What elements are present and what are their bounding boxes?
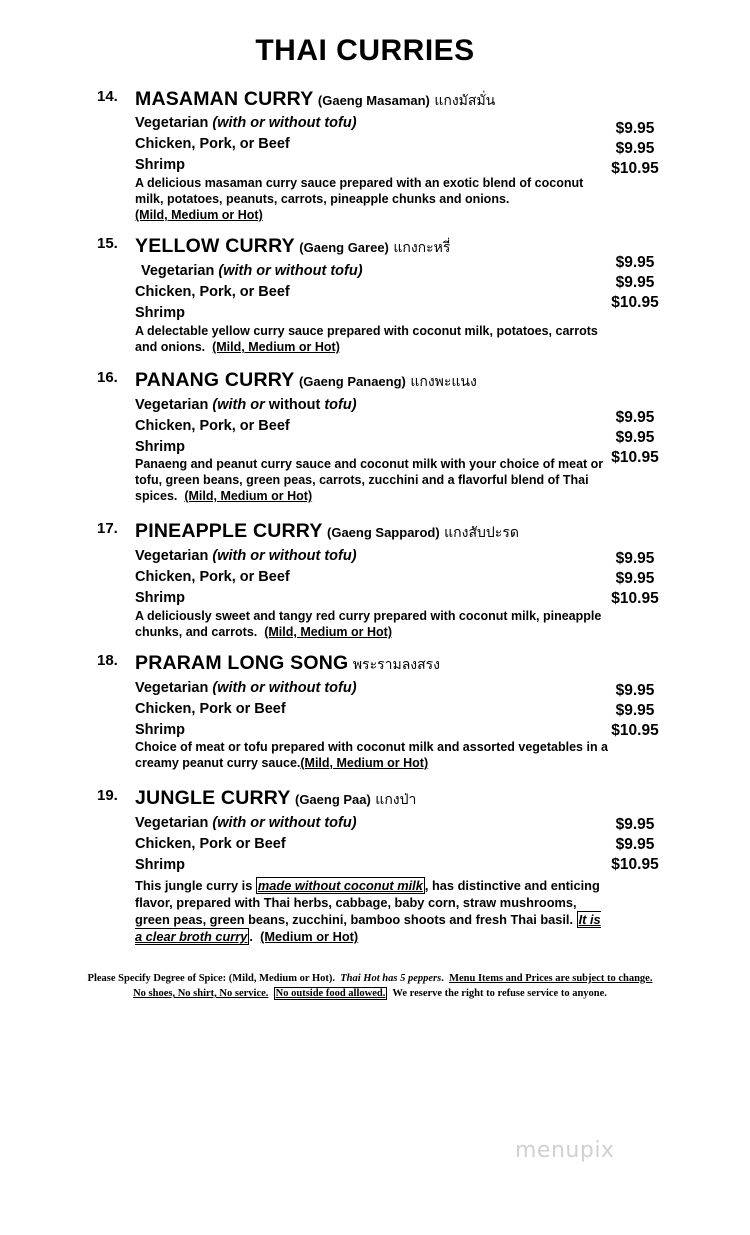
option-meat: Chicken, Pork, or Beef — [135, 418, 290, 434]
item-number: 14. — [97, 88, 118, 105]
item-number: 19. — [97, 787, 118, 804]
item-description: This jungle curry is made without coconut milk , has distinctive and enticing flavor, prepared with Thai herbs, cabbage, baby corn, straw mushrooms, green peas, green beans, zucchini, bamboo shoots and fresh Thai basil. It is a clear broth curry . (Medium or Hot) — [135, 878, 601, 944]
item-name-alt: (Gaeng Sapparod) — [327, 525, 440, 540]
option-meat: Chicken, Pork, or Beef — [135, 136, 290, 152]
option-shrimp: Shrimp — [135, 157, 185, 173]
option-vegetarian: Vegetarian (with or without tofu) — [141, 263, 363, 279]
item-name-thai: แกงมัสมั่น — [434, 93, 496, 109]
spice-options: (Medium or Hot) — [260, 929, 359, 944]
item-name-main: MASAMAN CURRY — [135, 88, 314, 110]
price-vegetarian: $9.95 — [615, 254, 655, 271]
item-name-thai: แกงพะแนง — [410, 374, 477, 390]
price-meat: $9.95 — [615, 429, 655, 446]
highlight-clear-broth: It is a clear broth curry — [135, 912, 601, 944]
item-name-thai: แกงสับปะรด — [444, 525, 519, 541]
item-description: A delicious masaman curry sauce prepared with an exotic blend of coconut milk, potatoes, peanuts, carrots, pineapple chunks and onions. (Mild, Medium or Hot) — [135, 176, 584, 222]
price-vegetarian: $9.95 — [615, 409, 655, 426]
item-name — [135, 520, 519, 544]
option-vegetarian: Vegetarian (with or without tofu) — [135, 115, 357, 131]
option-shrimp: Shrimp — [135, 857, 185, 873]
item-number: 16. — [97, 369, 118, 386]
option-meat: Chicken, Pork or Beef — [135, 701, 286, 717]
item-name-alt: (Gaeng Panaeng) — [298, 374, 406, 389]
item-name-main: PANANG CURRY — [135, 369, 295, 391]
item-description: A delectable yellow curry sauce prepared with coconut milk, potatoes, carrots and onions. (Mild, Medium or Hot) — [135, 324, 598, 354]
item-name-alt: (Gaeng Paa) — [294, 792, 371, 807]
item-name-main: PRARAM LONG SONG — [135, 652, 349, 674]
item-description: A deliciously sweet and tangy red curry prepared with coconut milk, pineapple chunks, and carrots. (Mild, Medium or Hot) — [135, 609, 602, 639]
item-number: 15. — [97, 235, 118, 252]
price-meat: $9.95 — [615, 140, 655, 157]
price-shrimp: $10.95 — [611, 160, 659, 177]
option-vegetarian: Vegetarian (with or without tofu) — [135, 815, 357, 831]
option-meat: Chicken, Pork, or Beef — [135, 284, 290, 300]
price-vegetarian: $9.95 — [615, 816, 655, 833]
item-name-thai: แกงป่า — [375, 792, 417, 808]
footer-notice: Please Specify Degree of Spice: (Mild, Medium or Hot). Thai Hot has 5 peppers. Menu Items and Prices are subject to change. No shoes, No shirt, No service. No outside food allowed. We reserve the right to refuse service to anyone. — [87, 973, 653, 999]
item-name — [135, 369, 477, 393]
price-shrimp: $10.95 — [611, 856, 659, 873]
item-name — [135, 787, 416, 811]
price-meat: $9.95 — [615, 836, 655, 853]
item-name-thai: พระรามลงสรง — [352, 657, 441, 673]
watermark-logo: menupix — [515, 1138, 615, 1163]
item-name-thai: แกงกะหรี่ — [393, 240, 451, 256]
option-vegetarian: Vegetarian (with or without tofu) — [135, 680, 357, 696]
price-meat: $9.95 — [615, 274, 655, 291]
option-shrimp: Shrimp — [135, 439, 185, 455]
option-shrimp: Shrimp — [135, 590, 185, 606]
spice-options: (Mild, Medium or Hot) — [300, 756, 429, 770]
price-meat: $9.95 — [615, 570, 655, 587]
item-name-main: JUNGLE CURRY — [135, 787, 291, 809]
price-shrimp: $10.95 — [611, 590, 659, 607]
option-shrimp: Shrimp — [135, 722, 185, 738]
option-meat: Chicken, Pork or Beef — [135, 836, 286, 852]
price-shrimp: $10.95 — [611, 449, 659, 466]
highlight-no-coconut: made without coconut milk — [257, 878, 423, 893]
spice-options: (Mild, Medium or Hot) — [212, 340, 340, 354]
price-vegetarian: $9.95 — [615, 682, 655, 699]
option-shrimp: Shrimp — [135, 305, 185, 321]
option-vegetarian: Vegetarian (with or without tofu) — [135, 548, 357, 564]
item-description: Panaeng and peanut curry sauce and coconut milk with your choice of meat or tofu, green beans, green peas, carrots, zucchini and a flavorful blend of Thai spices. (Mild, Medium or Hot) — [135, 457, 604, 503]
spice-options: (Mild, Medium or Hot) — [135, 208, 263, 222]
page-title: THAI CURRIES — [255, 34, 475, 67]
item-description: Choice of meat or tofu prepared with coconut milk and assorted vegetables in a creamy peanut curry sauce.(Mild, Medium or Hot) — [135, 740, 609, 770]
item-name — [135, 652, 440, 676]
item-name-main: YELLOW CURRY — [135, 235, 295, 257]
option-meat: Chicken, Pork, or Beef — [135, 569, 290, 585]
price-shrimp: $10.95 — [611, 294, 659, 311]
price-vegetarian: $9.95 — [615, 120, 655, 137]
option-vegetarian: Vegetarian (with or without tofu) — [135, 397, 357, 413]
item-number: 18. — [97, 652, 118, 669]
item-number: 17. — [97, 520, 118, 537]
spice-options: (Mild, Medium or Hot) — [264, 625, 392, 639]
price-meat: $9.95 — [615, 702, 655, 719]
price-vegetarian: $9.95 — [615, 550, 655, 567]
item-name-alt: (Gaeng Masaman) — [317, 93, 430, 108]
item-name-main: PINEAPPLE CURRY — [135, 520, 323, 542]
item-name — [135, 88, 495, 112]
spice-options: (Mild, Medium or Hot) — [184, 489, 313, 503]
item-name — [135, 235, 450, 259]
item-name-alt: (Gaeng Garee) — [299, 240, 389, 255]
price-shrimp: $10.95 — [611, 722, 659, 739]
